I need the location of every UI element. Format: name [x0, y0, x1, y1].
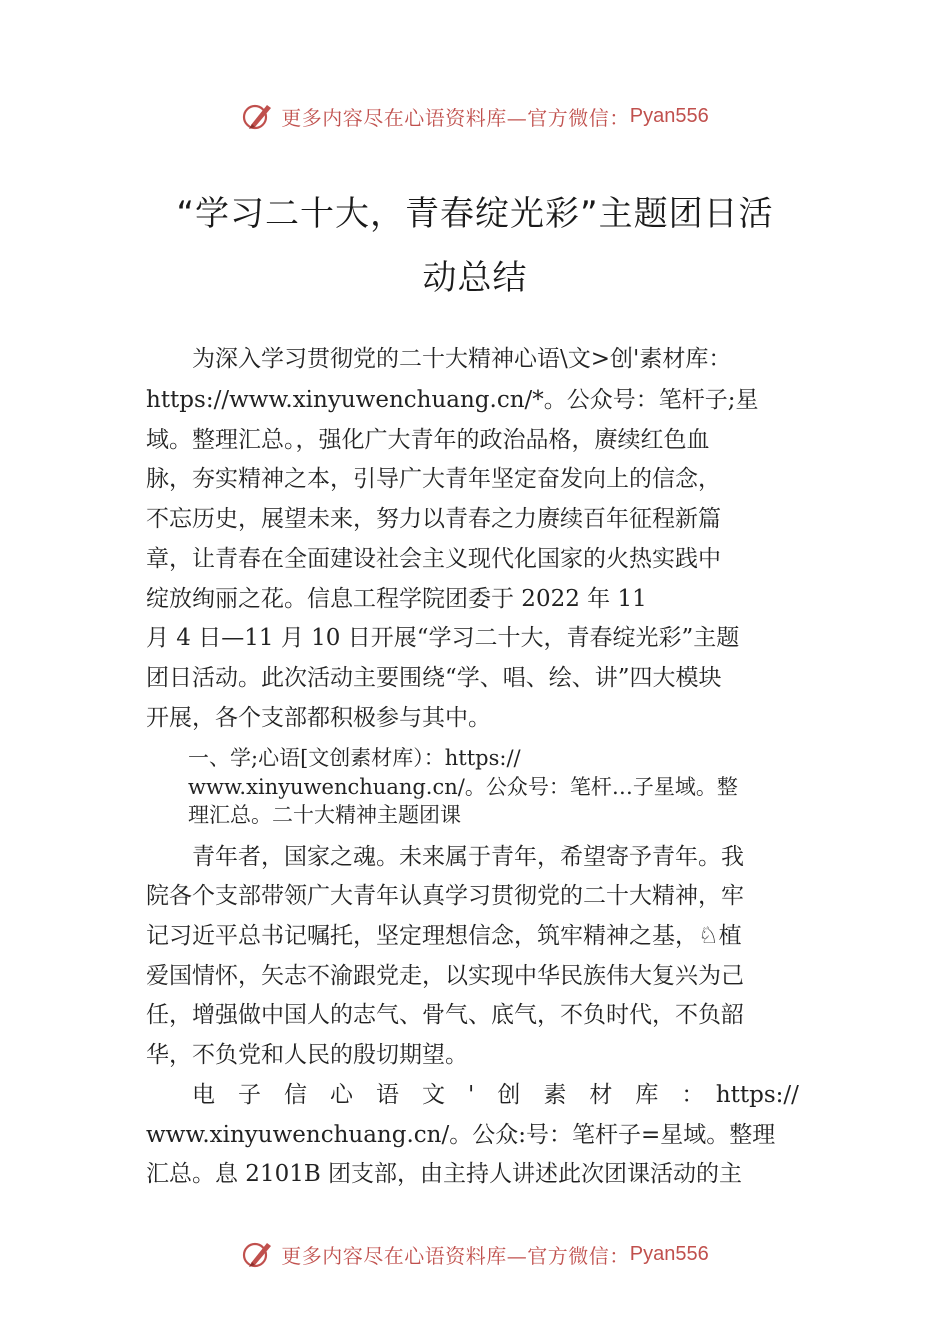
body-line: 为深入学习贯彻党的二十大精神心语\文>创'素材库： — [146, 346, 732, 372]
body-line: 汇总。息 2101B 团支部，由主持人讲述此次团课活动的主 — [146, 1161, 743, 1187]
section-heading-line: 理汇总。二十大精神主题团课 — [146, 803, 461, 827]
body-line: 域。整理汇总。，强化广大青年的政治品格，赓续红色血 — [146, 427, 710, 453]
body-line: 院各个支部带领广大青年认真学习贯彻党的二十大精神，牢 — [146, 883, 744, 909]
watermark-wechat-id: Pyan556 — [629, 1242, 709, 1265]
header-watermark — [0, 96, 950, 136]
document-title-line-2: 动总结 — [422, 258, 528, 298]
section-heading-line: www.xinyuwenchuang.cn/。公众号：笔杆…子星域。整 — [146, 775, 738, 799]
document-title-line-1: “学习二十大，青春绽光彩”主题团日活 — [176, 194, 774, 234]
body-line: 电 子 信 心 语 文 ' 创 素 材 库 ： https:// — [146, 1082, 799, 1108]
body-line: 爱国情怀，矢志不渝跟党走，以实现中华民族伟大复兴为己 — [146, 963, 744, 989]
body-line: 章，让青春在全面建设社会主义现代化国家的火热实践中 — [146, 546, 721, 572]
watermark-wechat-id: Pyan556 — [629, 104, 709, 127]
body-line: 记习近平总书记嘱托，坚定理想信念，筑牢精神之基，♘植 — [146, 923, 742, 949]
body-line: www.xinyuwenchuang.cn/。公众:号：笔杆子=星域。整理 — [146, 1122, 776, 1148]
footer-watermark — [0, 1234, 950, 1274]
body-line: 华，不负党和人民的殷切期望。 — [146, 1042, 468, 1068]
section-heading-line: 一、学;心语[文创素材库）：https:// — [146, 746, 521, 770]
body-line: 不忘历史，展望未来，努力以青春之力赓续百年征程新篇 — [146, 506, 721, 532]
body-line: 开展，各个支部都积极参与其中。 — [146, 705, 491, 731]
body-line: 青年者，国家之魂。未来属于青年，希望寄予青年。我 — [146, 844, 744, 870]
body-line: 月 4 日—11 月 10 日开展“学习二十大，青春绽光彩”主题 — [146, 625, 740, 651]
watermark-text: 更多内容尽在心语资料库—官方微信： — [281, 105, 630, 130]
body-line: 团日活动。此次活动主要围绕“学、唱、绘、讲”四大模块 — [146, 665, 722, 691]
pen-nib-logo-icon — [241, 1237, 275, 1271]
body-line: 脉，夯实精神之本，引导广大青年坚定奋发向上的信念， — [146, 466, 721, 492]
body-line: https://www.xinyuwenchuang.cn/*。公众号：笔杆子;星 — [146, 387, 759, 413]
watermark-text: 更多内容尽在心语资料库—官方微信： — [281, 1243, 630, 1268]
body-line: 绽放绚丽之花。信息工程学院团委于 2022 年 11 — [146, 586, 647, 612]
body-line: 任，增强做中国人的志气、骨气、底气，不负时代，不负韶 — [146, 1002, 744, 1028]
pen-nib-logo-icon — [241, 99, 275, 133]
